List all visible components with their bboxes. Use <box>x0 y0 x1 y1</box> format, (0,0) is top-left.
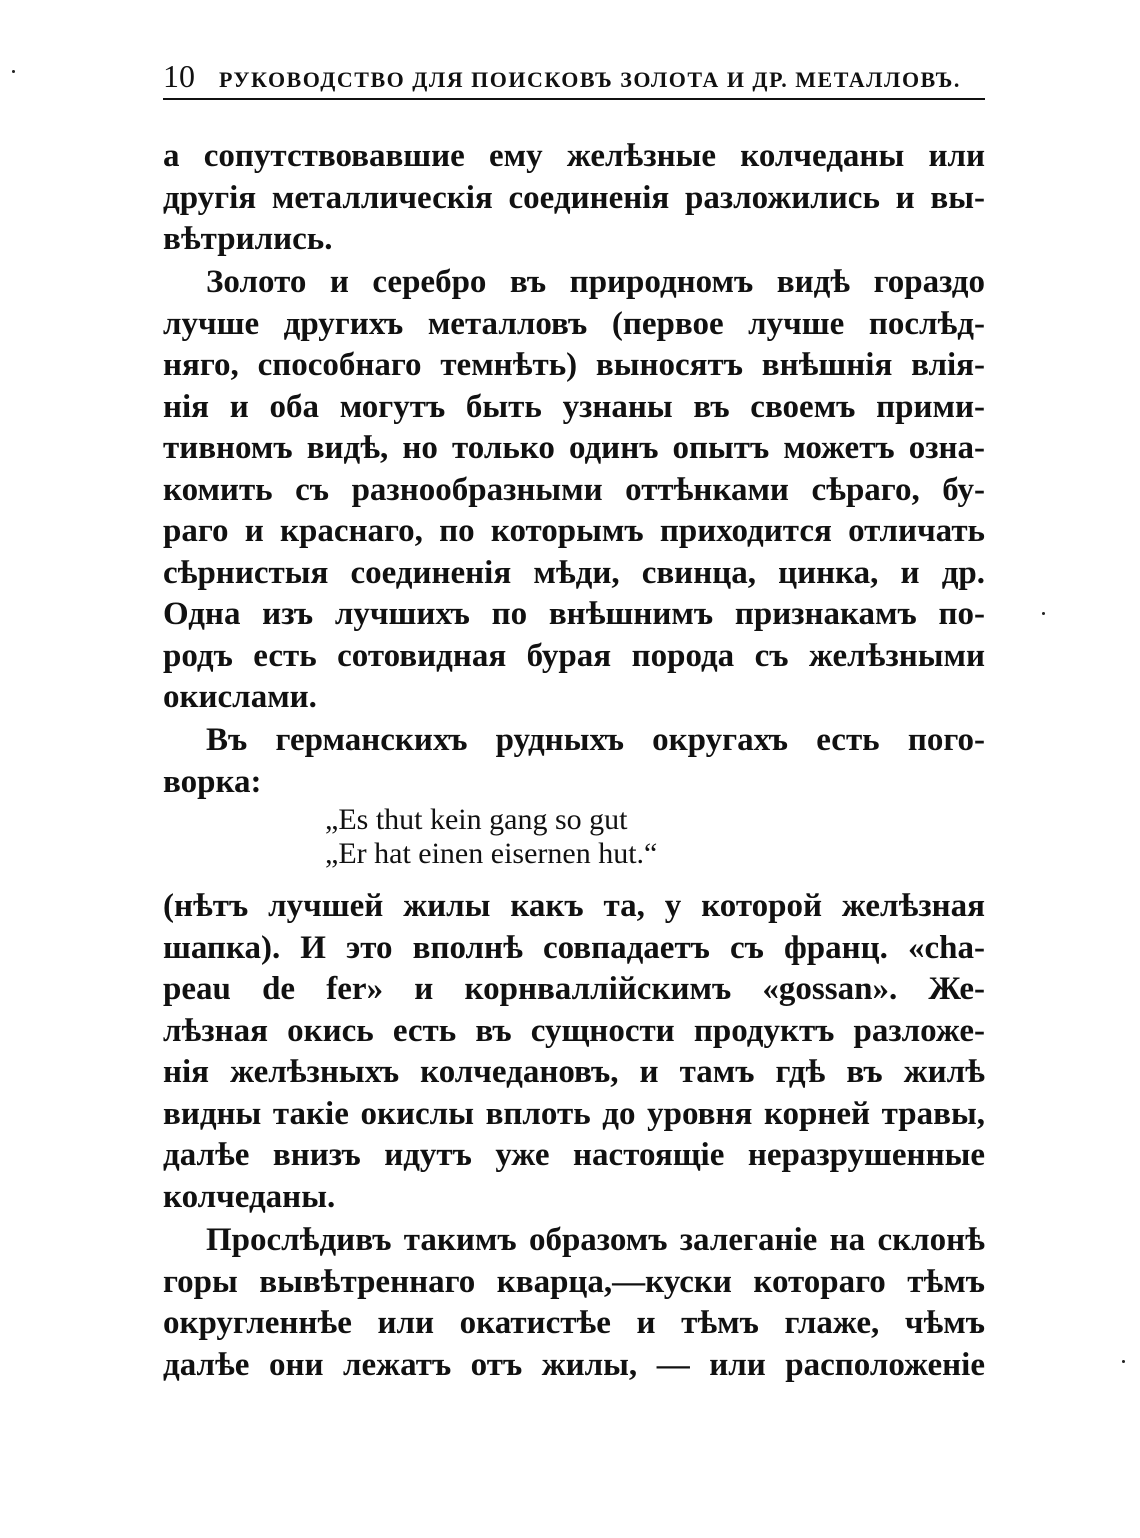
text-line: лучше другихъ металловъ (первое лучше послѣд- <box>163 305 985 342</box>
text-line: нія и оба могутъ быть узнаны въ своемъ прими- <box>163 388 985 425</box>
text-line: лѣзная окись есть въ сущности продуктъ разложе- <box>163 1012 985 1049</box>
scan-speck <box>12 70 15 73</box>
text-line: комить съ разнообразными оттѣнками сѣраго, бу- <box>163 471 985 508</box>
text-line: колчеданы. <box>163 1178 336 1215</box>
paragraph-1 <box>163 136 985 261</box>
german-quote <box>325 803 825 871</box>
page-number: 10 <box>163 58 195 94</box>
text-line: няго, способнаго темнѣть) выносятъ внѣшнія влія- <box>163 347 985 383</box>
text-line: окислами. <box>163 679 317 715</box>
scan-speck <box>1122 1360 1125 1363</box>
page-header <box>163 58 985 100</box>
running-title: РУКОВОДСТВО ДЛЯ ПОИСКОВЪ ЗОЛОТА И ДР. МЕТАЛЛОВЪ. <box>219 67 961 92</box>
quote-line: „Es thut kein gang so gut <box>325 803 628 836</box>
text-line: раго и краснаго, по которымъ приходится отличать <box>163 513 985 549</box>
text-line: ворка: <box>163 763 262 800</box>
text-line: горы вывѣтреннаго кварца,—куски котораго тѣмъ <box>163 1263 985 1300</box>
quote-line: „Er hat einen eisernen hut.“ <box>325 837 658 870</box>
text-line: далѣе внизъ идутъ уже настоящіе неразрушенные <box>163 1137 985 1173</box>
scan-speck <box>1042 612 1045 615</box>
paragraph-2 <box>163 262 985 719</box>
text-line: другія металлическія соединенія разложились и вы- <box>163 179 985 216</box>
paragraph-4 <box>163 886 985 1218</box>
paragraph-3 <box>163 720 985 803</box>
text-line: Въ германскихъ рудныхъ округахъ есть пого- <box>206 722 985 758</box>
text-line: видны такіе окислы вплоть до уровня корней травы, <box>163 1095 985 1132</box>
text-line: нія желѣзныхъ колчедановъ, и тамъ гдѣ въ жилѣ <box>163 1054 985 1090</box>
text-line: далѣе они лежатъ отъ жилы, — или расположеніе <box>163 1346 985 1383</box>
text-line: округленнѣе или окатистѣе и тѣмъ глаже, чѣмъ <box>163 1305 985 1341</box>
text-line: Золото и серебро въ природномъ видѣ гораздо <box>206 264 985 300</box>
text-line: шапка). И это вполнѣ совпадаетъ съ франц. «cha- <box>163 929 985 966</box>
text-line: peau de fer» и корнваллійскимъ «gossan». Же- <box>163 971 985 1007</box>
paragraph-5 <box>163 1220 985 1386</box>
text-line: родъ есть сотовидная бурая порода съ желѣзными <box>163 637 985 674</box>
text-line: тивномъ видѣ, но только одинъ опытъ можетъ озна- <box>163 430 985 466</box>
text-line: а сопутствовавшие ему желѣзные колчеданы или <box>163 138 985 174</box>
text-line: (нѣтъ лучшей жилы какъ та, у которой желѣзная <box>163 888 985 924</box>
text-line: вѣтрились. <box>163 221 333 257</box>
text-line: сѣрнистыя соединенія мѣди, свинца, цинка, и др. <box>163 554 985 591</box>
text-line: Одна изъ лучшихъ по внѣшнимъ признакамъ по- <box>163 596 985 632</box>
text-line: Прослѣдивъ такимъ образомъ залеганіе на склонѣ <box>206 1222 985 1258</box>
